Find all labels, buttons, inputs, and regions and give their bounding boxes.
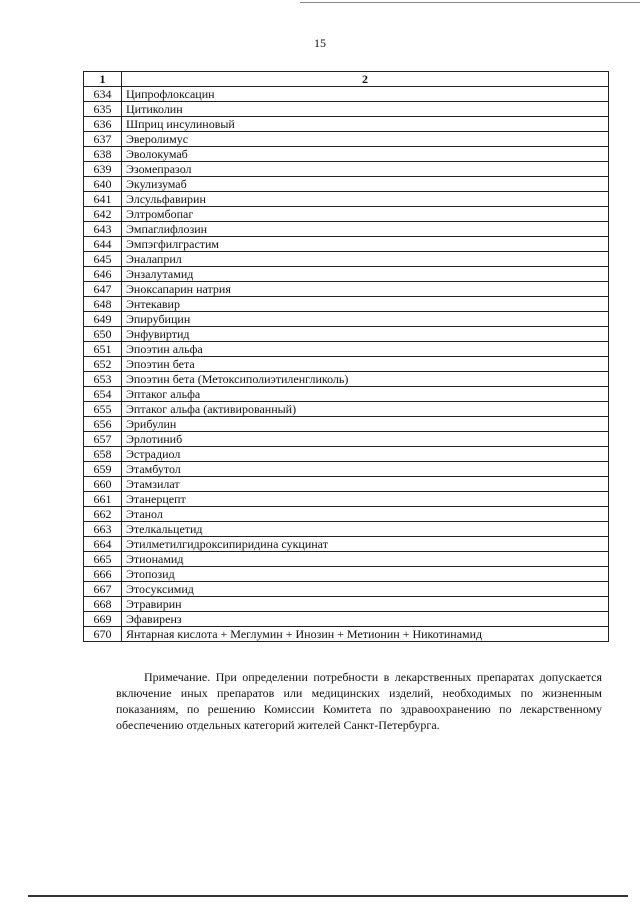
table-row — [84, 597, 609, 612]
drug-name: Эрибулин — [122, 417, 609, 432]
row-number: 658 — [84, 447, 122, 462]
drug-name: Этамбутол — [122, 462, 609, 477]
table-row — [84, 342, 609, 357]
table-row — [84, 507, 609, 522]
row-number: 662 — [84, 507, 122, 522]
row-number: 649 — [84, 312, 122, 327]
drug-name: Этосуксимид — [122, 582, 609, 597]
table-row — [84, 627, 609, 642]
row-number: 651 — [84, 342, 122, 357]
table-row — [84, 612, 609, 627]
drug-name: Экулизумаб — [122, 177, 609, 192]
drug-name: Энфувиртид — [122, 327, 609, 342]
table-row — [84, 222, 609, 237]
table-row — [84, 402, 609, 417]
drug-name: Этелкальцетид — [122, 522, 609, 537]
drug-name: Шприц инсулиновый — [122, 117, 609, 132]
row-number: 648 — [84, 297, 122, 312]
column-header-name: 2 — [122, 72, 609, 87]
row-number: 668 — [84, 597, 122, 612]
table-row — [84, 297, 609, 312]
table-row — [84, 162, 609, 177]
table-row — [84, 102, 609, 117]
table-row — [84, 147, 609, 162]
drug-list-table — [83, 71, 609, 642]
table-row — [84, 477, 609, 492]
row-number: 638 — [84, 147, 122, 162]
drug-name: Эпирубицин — [122, 312, 609, 327]
drug-name: Эверолимус — [122, 132, 609, 147]
drug-name: Элсульфавирин — [122, 192, 609, 207]
drug-name: Этанол — [122, 507, 609, 522]
row-number: 637 — [84, 132, 122, 147]
table-body — [84, 87, 609, 642]
row-number: 665 — [84, 552, 122, 567]
row-number: 647 — [84, 282, 122, 297]
table-row — [84, 552, 609, 567]
drug-name: Этравирин — [122, 597, 609, 612]
note-paragraph: Примечание. При определении потребности в лекарственных препаратах допускается включение иных препаратов или медицинских изделий, необходимых по жизненным показаниям, по решению Комиссии Комитета по здравоохранению по лекарственному обеспечению отдельных категорий жителей Санкт-Петербурга. — [116, 670, 602, 732]
table-row — [84, 207, 609, 222]
row-number: 667 — [84, 582, 122, 597]
column-header-number: 1 — [84, 72, 122, 87]
row-number: 664 — [84, 537, 122, 552]
row-number: 655 — [84, 402, 122, 417]
top-rule — [300, 2, 640, 3]
drug-name: Эмпаглифлозин — [122, 222, 609, 237]
table-row — [84, 567, 609, 582]
drug-name: Эрлотиниб — [122, 432, 609, 447]
table-row — [84, 537, 609, 552]
drug-name: Эстрадиол — [122, 447, 609, 462]
table-row — [84, 492, 609, 507]
table-row — [84, 312, 609, 327]
table-row — [84, 267, 609, 282]
row-number: 642 — [84, 207, 122, 222]
table-row — [84, 357, 609, 372]
table-header-row — [84, 72, 609, 87]
table-row — [84, 387, 609, 402]
table-row — [84, 282, 609, 297]
table-row — [84, 447, 609, 462]
row-number: 654 — [84, 387, 122, 402]
bottom-rule — [28, 895, 628, 897]
drug-name: Эпоэтин бета (Метоксиполиэтиленгликоль) — [122, 372, 609, 387]
row-number: 636 — [84, 117, 122, 132]
drug-name: Эпоэтин альфа — [122, 342, 609, 357]
drug-name: Эзомепразол — [122, 162, 609, 177]
drug-name: Эфавиренз — [122, 612, 609, 627]
table-row — [84, 117, 609, 132]
table-row — [84, 192, 609, 207]
row-number: 657 — [84, 432, 122, 447]
drug-name: Этилметилгидроксипиридина сукцинат — [122, 537, 609, 552]
row-number: 639 — [84, 162, 122, 177]
drug-name: Энтекавир — [122, 297, 609, 312]
drug-name: Эволокумаб — [122, 147, 609, 162]
row-number: 669 — [84, 612, 122, 627]
drug-name: Эптаког альфа (активированный) — [122, 402, 609, 417]
drug-name: Этамзилат — [122, 477, 609, 492]
row-number: 666 — [84, 567, 122, 582]
drug-name: Этионамид — [122, 552, 609, 567]
row-number: 670 — [84, 627, 122, 642]
table-row — [84, 582, 609, 597]
table-row — [84, 132, 609, 147]
row-number: 645 — [84, 252, 122, 267]
row-number: 640 — [84, 177, 122, 192]
row-number: 644 — [84, 237, 122, 252]
drug-name: Эмпэгфилграстим — [122, 237, 609, 252]
table-row — [84, 177, 609, 192]
table-row — [84, 252, 609, 267]
row-number: 634 — [84, 87, 122, 102]
table-row — [84, 237, 609, 252]
row-number: 656 — [84, 417, 122, 432]
row-number: 652 — [84, 357, 122, 372]
row-number: 653 — [84, 372, 122, 387]
row-number: 650 — [84, 327, 122, 342]
table-row — [84, 522, 609, 537]
table-row — [84, 87, 609, 102]
drug-name: Ципрофлоксацин — [122, 87, 609, 102]
row-number: 641 — [84, 192, 122, 207]
page-number: 15 — [314, 36, 326, 50]
row-number: 663 — [84, 522, 122, 537]
drug-name: Янтарная кислота + Меглумин + Инозин + Метионин + Никотинамид — [122, 627, 609, 642]
table-row — [84, 372, 609, 387]
table-row — [84, 462, 609, 477]
row-number: 660 — [84, 477, 122, 492]
table-row — [84, 417, 609, 432]
table-row — [84, 432, 609, 447]
drug-name: Энзалутамид — [122, 267, 609, 282]
drug-name: Этанерцепт — [122, 492, 609, 507]
row-number: 661 — [84, 492, 122, 507]
table-row — [84, 327, 609, 342]
drug-name: Эноксапарин натрия — [122, 282, 609, 297]
drug-name: Элтромбопаг — [122, 207, 609, 222]
drug-name: Эптаког альфа — [122, 387, 609, 402]
drug-name: Этопозид — [122, 567, 609, 582]
row-number: 643 — [84, 222, 122, 237]
row-number: 646 — [84, 267, 122, 282]
row-number: 635 — [84, 102, 122, 117]
drug-name: Эпоэтин бета — [122, 357, 609, 372]
row-number: 659 — [84, 462, 122, 477]
drug-name: Цитиколин — [122, 102, 609, 117]
drug-name: Эналаприл — [122, 252, 609, 267]
